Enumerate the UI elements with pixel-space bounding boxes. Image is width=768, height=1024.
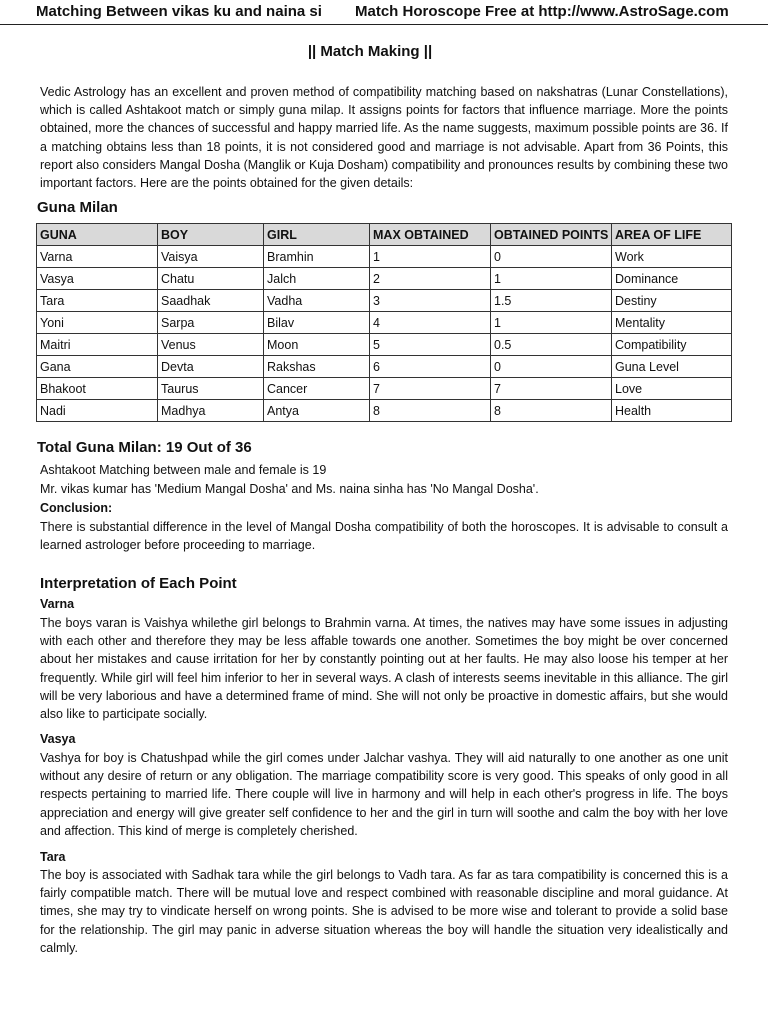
table-cell: Antya [264, 400, 370, 422]
table-cell: 5 [370, 334, 491, 356]
tara-title: Tara [40, 850, 66, 864]
table-row [37, 400, 732, 422]
table-cell: 6 [370, 356, 491, 378]
header-right-title: Match Horoscope Free at http://www.AstroSage.com [355, 3, 729, 20]
total-guna-milan-heading: Total Guna Milan: 19 Out of 36 [37, 439, 252, 456]
table-cell: Taurus [158, 378, 264, 400]
table-cell: 0 [491, 356, 612, 378]
table-cell: 0 [491, 246, 612, 268]
conclusion-label: Conclusion: [40, 501, 113, 515]
table-cell: Yoni [37, 312, 158, 334]
table-cell: 4 [370, 312, 491, 334]
table-cell: 1.5 [491, 290, 612, 312]
mangal-dosha-line: Mr. vikas kumar has 'Medium Mangal Dosha' and Ms. naina sinha has 'No Mangal Dosha'. [40, 482, 539, 496]
varna-title: Varna [40, 597, 75, 611]
table-cell: 8 [491, 400, 612, 422]
table-cell: Guna Level [612, 356, 732, 378]
interpretation-heading: Interpretation of Each Point [40, 575, 237, 592]
table-cell: 2 [370, 268, 491, 290]
column-header: BOY [158, 224, 264, 246]
table-cell: 8 [370, 400, 491, 422]
table-cell: 7 [370, 378, 491, 400]
varna-paragraph: The boys varan is Vaishya whilethe girl belongs to Brahmin varna. At times, the natives may have some issues in adjusting with each other and therefore they may be less affable towards one another. Sometimes the boy might be over concerned about her mistakes and cause irritation for her by constantly pointing out at her faults. He may also loose his temper at her frequently. While girl will feel him inferior to her in several ways. A clash of interests seems inevitable in this alliance. The girl will be very laborious and have a determined frame of mind. She will not only be proactive in domestic affairs, but she would also like to participate socially. [40, 616, 728, 722]
guna-milan-table [36, 223, 732, 422]
table-cell: Moon [264, 334, 370, 356]
table-cell: Mentality [612, 312, 732, 334]
table-row [37, 356, 732, 378]
column-header: MAX OBTAINED [370, 224, 491, 246]
vasya-title: Vasya [40, 732, 76, 746]
header-left-title: Matching Between vikas ku and naina si [36, 3, 322, 20]
table-row [37, 268, 732, 290]
table-cell: 1 [491, 268, 612, 290]
table-row [37, 334, 732, 356]
table-cell: Sarpa [158, 312, 264, 334]
table-header-row [37, 224, 732, 246]
table-cell: Rakshas [264, 356, 370, 378]
conclusion-text: There is substantial difference in the level of Mangal Dosha compatibility of both the horoscopes. It is advisable to consult a learned astrologer before proceeding to marriage. [40, 520, 728, 553]
vasya-paragraph: Vashya for boy is Chatushpad while the girl comes under Jalchar vashya. They will aid naturally to one another as one unit without any desire of return or any obligation. The marriage compatibility score is very good. This speaks of only good in all respects pertaining to married life. There couple will live in harmony and will help in each other's progress in life. The boys appreciation and energy will give greater self confidence to her and the girl in turn will soothe and calm the boy with her love and affection. This kind of merge is completely cherished. [40, 751, 728, 838]
table-cell: Venus [158, 334, 264, 356]
table-cell: Chatu [158, 268, 264, 290]
table-cell: Vaisya [158, 246, 264, 268]
table-cell: Health [612, 400, 732, 422]
table-cell: Vasya [37, 268, 158, 290]
table-cell: Nadi [37, 400, 158, 422]
table-row [37, 246, 732, 268]
ashtakoot-score-line: Ashtakoot Matching between male and female is 19 [40, 463, 327, 477]
table-cell: Maitri [37, 334, 158, 356]
table-cell: Compatibility [612, 334, 732, 356]
table-cell: Tara [37, 290, 158, 312]
header-divider [0, 24, 768, 25]
column-header: OBTAINED POINTS [491, 224, 612, 246]
table-cell: 7 [491, 378, 612, 400]
table-row [37, 290, 732, 312]
page-title: || Match Making || [307, 43, 433, 60]
table-cell: Dominance [612, 268, 732, 290]
column-header: GUNA [37, 224, 158, 246]
table-cell: Cancer [264, 378, 370, 400]
table-cell: Saadhak [158, 290, 264, 312]
table-cell: Jalch [264, 268, 370, 290]
table-cell: Bhakoot [37, 378, 158, 400]
column-header: AREA OF LIFE [612, 224, 732, 246]
column-header: GIRL [264, 224, 370, 246]
intro-paragraph: Vedic Astrology has an excellent and proven method of compatibility matching based on nakshatras (Lunar Constellations), which is called Ashtakoot match or simply guna milap. It assigns points for factors that influence marriage. More the points obtained, more the chances of successful and happy married life. As the name suggests, maximum possible points are 36. If a matching obtains less than 18 points, it is not considered good and marriage is not advisable. Apart from 36 Points, this report also considers Mangal Dosha (Manglik or Kuja Dosham) compatibility and pronounces results by combining these two important factors. Here are the points obtained for the given details: [40, 85, 728, 191]
table-cell: Varna [37, 246, 158, 268]
table-cell: 1 [491, 312, 612, 334]
table-cell: Gana [37, 356, 158, 378]
table-cell: Bilav [264, 312, 370, 334]
tara-paragraph: The boy is associated with Sadhak tara while the girl belongs to Vadh tara. As far as tara compatibility is concerned this is a fairly compatible match. There will be mutual love and respect combined with reasonable discipline and moral guidance. At times, she may try to vindicate herself on wrong points. She is advised to be more wise and tolerant to provide a solid base for the relationship. The girl may panic in adverse situation whereas the boy will handle the situation very idealistically and calmly. [40, 868, 728, 955]
table-cell: Bramhin [264, 246, 370, 268]
table-cell: 0.5 [491, 334, 612, 356]
table-cell: Work [612, 246, 732, 268]
table-row [37, 312, 732, 334]
table-cell: Love [612, 378, 732, 400]
guna-milan-heading: Guna Milan [37, 199, 118, 216]
table-cell: 1 [370, 246, 491, 268]
table-cell: Destiny [612, 290, 732, 312]
page-header [0, 0, 768, 26]
table-cell: Madhya [158, 400, 264, 422]
table-cell: Vadha [264, 290, 370, 312]
table-row [37, 378, 732, 400]
table-cell: 3 [370, 290, 491, 312]
table-cell: Devta [158, 356, 264, 378]
